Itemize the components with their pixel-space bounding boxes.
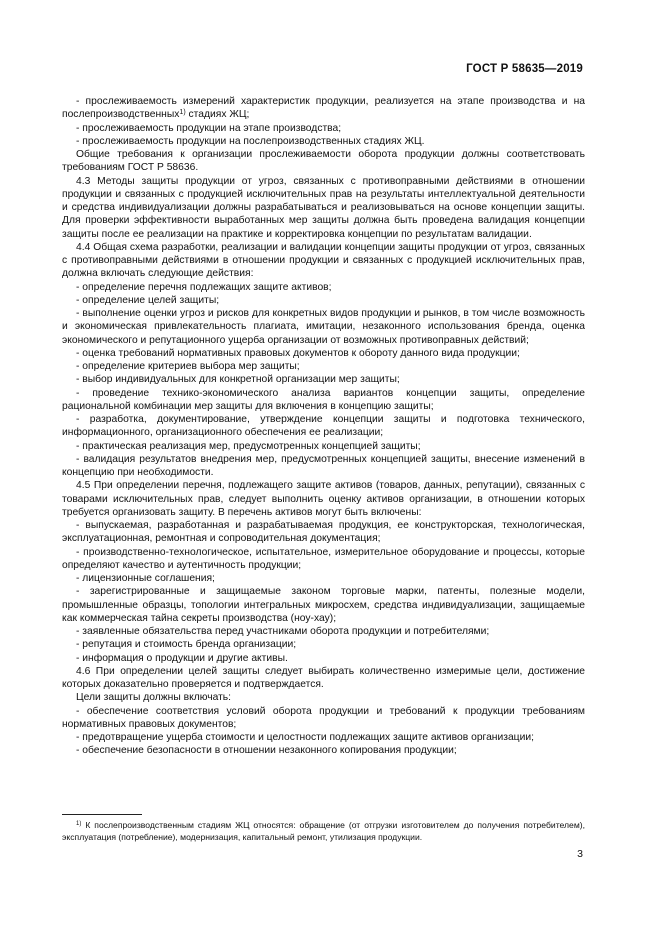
paragraph: - производственно-технологическое, испытательное, измерительное оборудование и процессы, которые определяют качество и аутентичность продукции;: [62, 546, 585, 571]
paragraph: - прослеживаемость продукции на послепроизводственных стадиях ЖЦ.: [76, 135, 425, 147]
paragraph: Цели защиты должны включать:: [76, 692, 232, 704]
paragraph: - валидация результатов внедрения мер, предусмотренных концепцией защиты, внесение изменений в концепцию при необходимости.: [62, 453, 585, 478]
paragraph: - зарегистрированные и защищаемые законом торговые марки, патенты, полезные модели, промышленные образцы, топологии интегральных микросхем, средства индивидуализации, защищаемые как коммерческая тайна секреты производства (ноу-хау);: [62, 586, 585, 624]
paragraph: 4.4 Общая схема разработки, реализации и валидации концепции защиты продукции от угроз, связанных с противоправными действиями в отношении продукции и связанных с продукцией исключительных прав, должна включать следующие действия:: [62, 241, 585, 280]
paragraph: - проведение технико-экономического анализа вариантов концепции защиты, определение рациональной комбинации мер защиты для включения в концепцию защиты;: [62, 387, 585, 412]
paragraph: - выпускаемая, разработанная и разрабатываемая продукция, ее конструкторская, технологическая, эксплуатационная, ремонтная и сопроводительная документация;: [62, 520, 585, 545]
page-number: 3: [577, 848, 583, 860]
paragraph: - выбор индивидуальных для конкретной организации мер защиты;: [76, 374, 400, 386]
paragraph-text: стадиях ЖЦ;: [185, 109, 250, 121]
paragraph: - прослеживаемость продукции на этапе производства;: [76, 122, 342, 134]
footnote-divider: [62, 814, 142, 815]
paragraph: 4.3 Методы защиты продукции от угроз, связанных с противоправными действиями в отношении продукции и связанных с продукцией исключительных прав на результаты интеллектуальной деятельности и средства индивидуализации должны разрабатываться и реализовываться на основе концепции защиты. Для проверки эффективности выработанных мер защиты должна быть проведена валидация концепции защиты после ее реализации на практике и корректировка концепции по результатам валидации.: [62, 175, 585, 240]
paragraph: - обеспечение соответствия условий оборота продукции и требований к продукции требованиям нормативных правовых документов;: [62, 705, 585, 730]
footnote-marker: 1): [76, 821, 82, 827]
paragraph: [62, 95, 585, 122]
paragraph: - определение перечня подлежащих защите активов;: [76, 281, 332, 293]
document-code-header: ГОСТ Р 58635—2019: [466, 63, 583, 75]
footnote-reference: 1): [179, 109, 186, 117]
footnote: [62, 819, 585, 843]
paragraph: 4.6 При определении целей защиты следует выбирать количественно измеримые цели, достижение которых доказательно проверяется и подтверждается.: [62, 665, 585, 690]
paragraph: - предотвращение ущерба стоимости и целостности подлежащих защите активов организации;: [76, 732, 534, 743]
paragraph: - заявленные обязательства перед участниками оборота продукции и потребителями;: [76, 626, 490, 637]
paragraph: - оценка требований нормативных правовых документов к обороту данного вида продукции;: [76, 347, 520, 359]
paragraph-text: - прослеживаемость измерений характеристик продукции, реализуется на этапе производства и на послепроизводственных: [62, 96, 585, 121]
paragraph: - информация о продукции и другие активы.: [76, 652, 288, 664]
paragraph: - выполнение оценки угроз и рисков для конкретных видов продукции и рынков, в том числе возможность и экономическая привлекательность плагиата, имитации, незаконного использования бренда, оценка экономического и репутационного ущерба организации от возможных противоправных действий;: [62, 308, 585, 346]
footnote-text: К послепроизводственным стадиям ЖЦ относятся: обращение (от отгрузки изготовителем до получения потребителем), эксплуатация (потребление), модернизация, капитальный ремонт, утилизация продукции.: [62, 820, 585, 842]
body-text: [62, 95, 585, 758]
paragraph: - разработка, документирование, утверждение концепции защиты и подготовка технического, информационного, организационного обеспечения ее реализации;: [62, 414, 585, 439]
paragraph: - практическая реализация мер, предусмотренных концепцией защиты;: [76, 440, 421, 452]
paragraph: - определение критериев выбора мер защиты;: [76, 361, 300, 372]
paragraph: - определение целей защиты;: [76, 294, 220, 306]
paragraph: Общие требования к организации прослеживаемости оборота продукции должны соответствовать требованиям ГОСТ Р 58636.: [62, 149, 585, 174]
paragraph: - обеспечение безопасности в отношении незаконного копирования продукции;: [76, 745, 457, 757]
paragraph: - репутация и стоимость бренда организации;: [76, 639, 297, 651]
paragraph: - лицензионные соглашения;: [76, 573, 215, 584]
paragraph: 4.5 При определении перечня, подлежащего защите активов (товаров, данных, репутации), связанных с товарами исключительных прав, следует выполнить оценку активов организации, в отношении которых требуется организовать защиту. В перечень активов могут быть включены:: [62, 480, 585, 518]
